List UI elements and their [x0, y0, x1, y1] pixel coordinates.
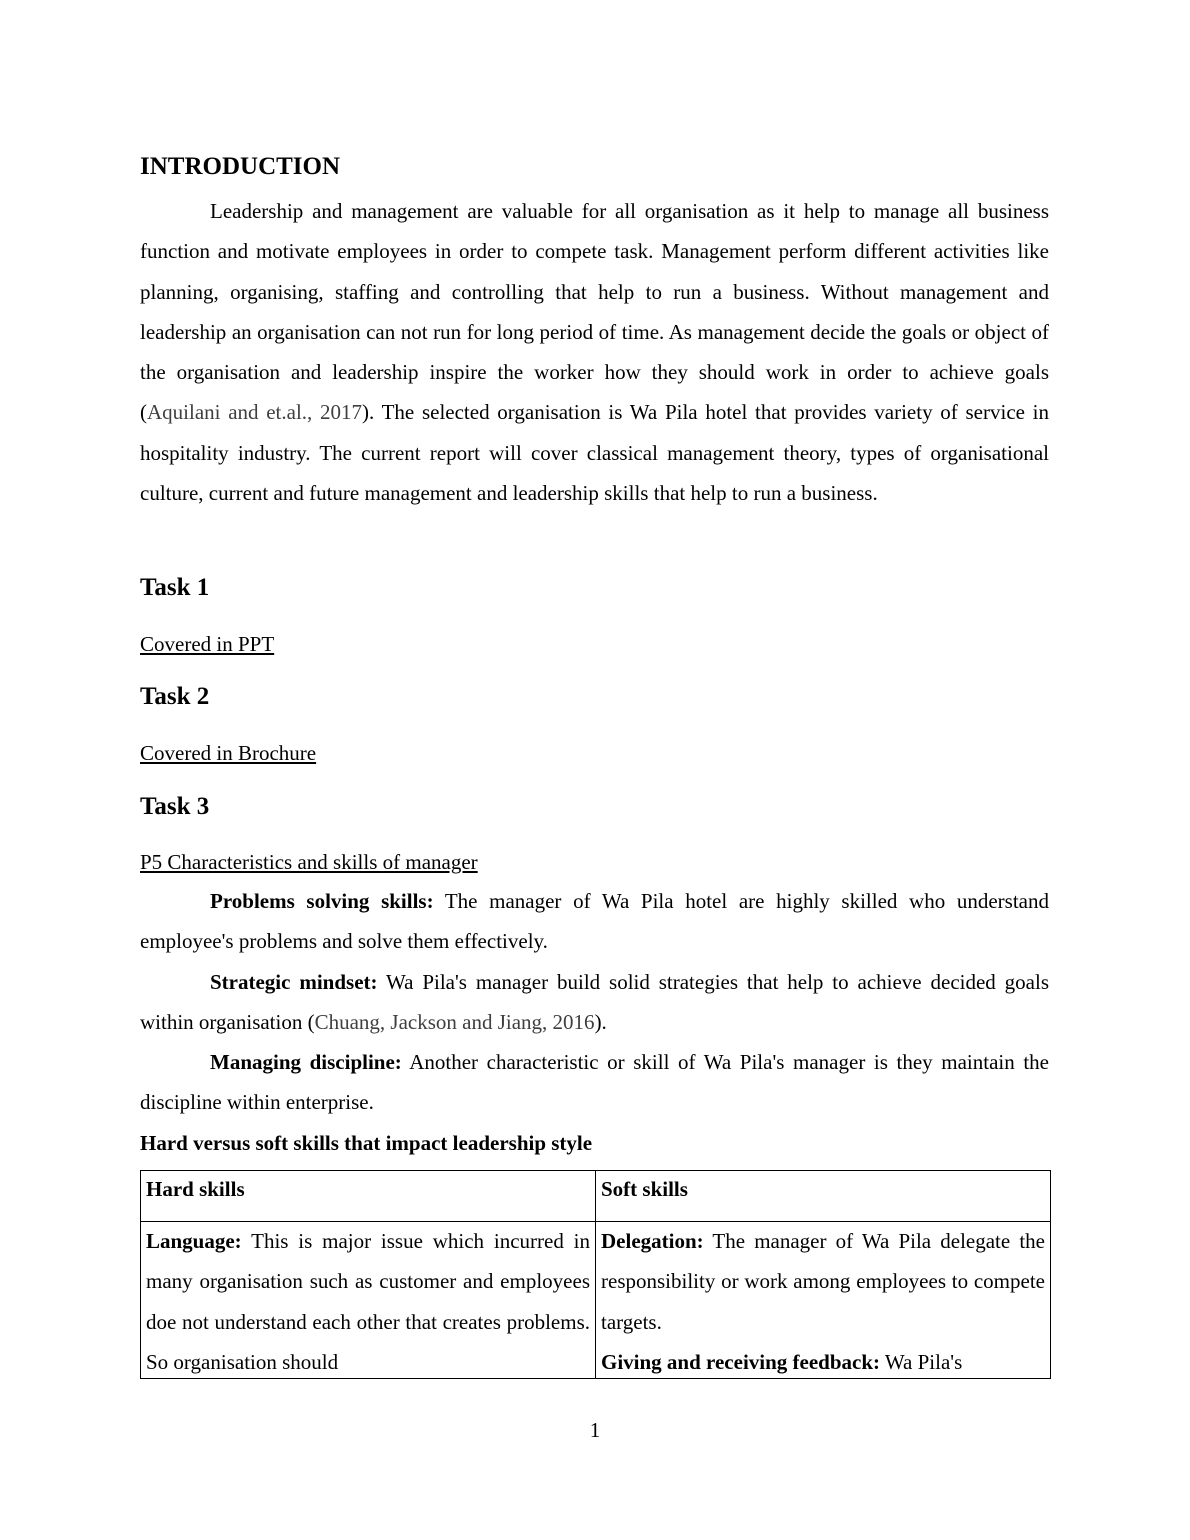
introduction-heading: INTRODUCTION [140, 153, 341, 180]
hard-skills-header: Hard skills [146, 1177, 245, 1201]
task-1-note: Covered in PPT [140, 632, 275, 656]
soft-skill-term-delegation: Delegation: [601, 1229, 704, 1253]
soft-skill-text-feedback: Wa Pila's [880, 1349, 963, 1374]
skill-term: Problems solving skills: [210, 889, 434, 913]
hard-skill-text: This is major issue which incurred in many organisation such as customer and employees doe not understand each other that creates problems. So organisation should [146, 1229, 590, 1374]
soft-skill-text-delegation: The manager of Wa Pila delegate the responsibility or work among employees to compete targets. [601, 1229, 1045, 1334]
page-number: 1 [589, 1418, 601, 1442]
task-3-subheading: P5 Characteristics and skills of manager [140, 850, 478, 874]
hard-skills-cell [146, 1221, 590, 1378]
skill-item-problem-solving [140, 881, 1049, 962]
skill-item-managing-discipline [140, 1042, 1049, 1123]
intro-citation: Aquilani and et.al., 2017 [147, 400, 363, 425]
soft-skills-column [596, 1171, 1050, 1378]
skill-term: Managing discipline: [210, 1050, 402, 1074]
soft-skills-header: Soft skills [601, 1177, 688, 1201]
intro-text-part-1: Leadership and management are valuable for all organisation as it help to manage all business function and motivate employees in order to compete task. Management perform different activities like planning, organising, staffing and controlling that help to run a business. Without management and leadership an organisation can not run for long period of time. As management decide the goals or object of the organisation and leadership inspire the worker how they should work in order to achieve goals ( [140, 199, 1049, 425]
task-1-heading: Task 1 [140, 574, 210, 601]
soft-skills-cell [601, 1221, 1045, 1378]
task-2-heading: Task 2 [140, 683, 210, 710]
intro-text-part-2: ). The selected organisation is Wa Pila hotel that provides variety of service in hospitality industry. The current report will cover classical management theory, types of organisational culture, current and future management and leadership skills that help to run a business. [140, 400, 1050, 506]
skill-text: Another characteristic or skill of Wa Pila's manager is they maintain the discipline within enterprise. [140, 1050, 1049, 1115]
skill-item-strategic-mindset [140, 962, 1049, 1043]
hard-skills-column [141, 1171, 596, 1378]
task-2-note: Covered in Brochure [140, 741, 317, 765]
introduction-paragraph [140, 191, 1049, 513]
skill-term: Strategic mindset: [210, 970, 378, 994]
skills-table-title: Hard versus soft skills that impact leadership style [140, 1131, 593, 1155]
skill-text: The manager of Wa Pila hotel are highly skilled who understand employee's problems and solve them effectively. [140, 889, 1049, 954]
task-3-heading: Task 3 [140, 793, 210, 820]
hard-skill-term: Language: [146, 1229, 242, 1253]
skills-table [140, 1170, 1051, 1379]
skill-text: Wa Pila's manager build solid strategies that help to achieve decided goals within organisation ( [140, 970, 1049, 1035]
soft-skill-term-feedback: Giving and receiving feedback: [601, 1349, 881, 1374]
skill-citation: Chuang, Jackson and Jiang, 2016 [314, 1010, 595, 1035]
skill-text-end: ). [594, 1010, 607, 1035]
